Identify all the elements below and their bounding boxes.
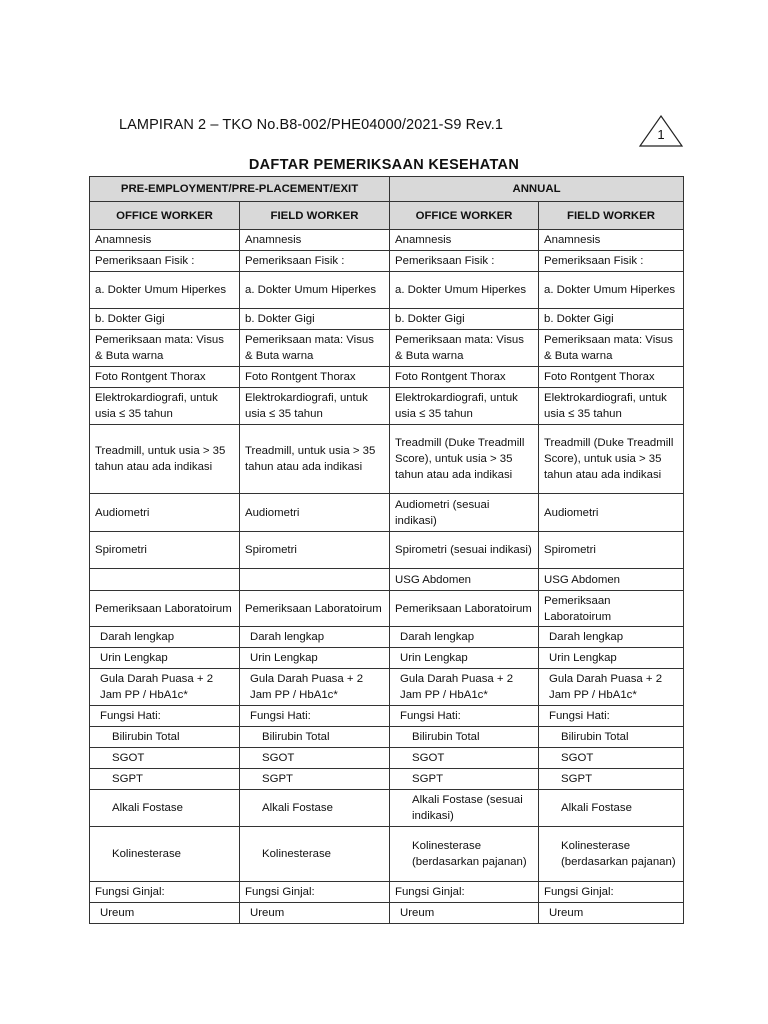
table-cell: Ureum bbox=[90, 903, 240, 924]
table-cell: Gula Darah Puasa + 2 Jam PP / HbA1c* bbox=[539, 669, 684, 706]
table-cell: Anamnesis bbox=[390, 230, 539, 251]
table-cell: Urin Lengkap bbox=[390, 648, 539, 669]
table-cell: Spirometri (sesuai indikasi) bbox=[390, 532, 539, 569]
table-row bbox=[90, 627, 684, 648]
table-cell: Darah lengkap bbox=[90, 627, 240, 648]
table-cell: Urin Lengkap bbox=[90, 648, 240, 669]
table-row bbox=[90, 309, 684, 330]
table-cell: SGPT bbox=[240, 769, 390, 790]
table-cell: Elektrokardiografi, untuk usia ≤ 35 tahun bbox=[90, 388, 240, 425]
table-row bbox=[90, 425, 684, 494]
table-cell: Alkali Fostase bbox=[90, 790, 240, 827]
column-header-office-worker: OFFICE WORKER bbox=[390, 202, 539, 230]
table-cell: SGPT bbox=[539, 769, 684, 790]
table-cell: SGOT bbox=[90, 748, 240, 769]
table-cell: Elektrokardiografi, untuk usia ≤ 35 tahun bbox=[390, 388, 539, 425]
table-cell: Pemeriksaan Fisik : bbox=[240, 251, 390, 272]
table-row bbox=[90, 648, 684, 669]
table-cell: Treadmill, untuk usia > 35 tahun atau ada indikasi bbox=[240, 425, 390, 494]
table-cell: Fungsi Hati: bbox=[90, 706, 240, 727]
table-row bbox=[90, 669, 684, 706]
table-row bbox=[90, 494, 684, 532]
table-cell: Fungsi Ginjal: bbox=[90, 882, 240, 903]
table-cell: Fungsi Hati: bbox=[390, 706, 539, 727]
table-cell: a. Dokter Umum Hiperkes bbox=[90, 272, 240, 309]
table-cell: a. Dokter Umum Hiperkes bbox=[240, 272, 390, 309]
table-cell: Pemeriksaan Fisik : bbox=[539, 251, 684, 272]
table-row bbox=[90, 532, 684, 569]
column-header-field-worker: FIELD WORKER bbox=[240, 202, 390, 230]
table-cell: Pemeriksaan mata: Visus & Buta warna bbox=[240, 330, 390, 367]
table-cell: Treadmill (Duke Treadmill Score), untuk usia > 35 tahun atau ada indikasi bbox=[539, 425, 684, 494]
table-cell: Bilirubin Total bbox=[90, 727, 240, 748]
table-cell: Alkali Fostase bbox=[240, 790, 390, 827]
table-cell: Elektrokardiografi, untuk usia ≤ 35 tahun bbox=[240, 388, 390, 425]
document-title: DAFTAR PEMERIKSAAN KESEHATAN bbox=[248, 157, 520, 173]
table-cell: Treadmill (Duke Treadmill Score), untuk usia > 35 tahun atau ada indikasi bbox=[390, 425, 539, 494]
table-cell: Ureum bbox=[390, 903, 539, 924]
table-cell: Kolinesterase (berdasarkan pajanan) bbox=[539, 827, 684, 882]
table-cell: Kolinesterase bbox=[240, 827, 390, 882]
table-cell: Treadmill, untuk usia > 35 tahun atau ada indikasi bbox=[90, 425, 240, 494]
table-row bbox=[90, 882, 684, 903]
table-cell: USG Abdomen bbox=[390, 569, 539, 591]
table-cell: Pemeriksaan Laboratoirum bbox=[539, 591, 684, 627]
table-row bbox=[90, 827, 684, 882]
table-cell: Pemeriksaan Fisik : bbox=[390, 251, 539, 272]
group-header-row bbox=[90, 177, 684, 202]
table-cell: Gula Darah Puasa + 2 Jam PP / HbA1c* bbox=[90, 669, 240, 706]
table-cell: b. Dokter Gigi bbox=[390, 309, 539, 330]
group-header-pre-employment: PRE-EMPLOYMENT/PRE-PLACEMENT/EXIT bbox=[90, 177, 390, 202]
table-cell: Bilirubin Total bbox=[390, 727, 539, 748]
table-cell: SGOT bbox=[539, 748, 684, 769]
table-cell: a. Dokter Umum Hiperkes bbox=[390, 272, 539, 309]
table-cell: a. Dokter Umum Hiperkes bbox=[539, 272, 684, 309]
revision-number: 1 bbox=[657, 127, 665, 142]
table-cell bbox=[240, 569, 390, 591]
table-cell: Alkali Fostase (sesuai indikasi) bbox=[390, 790, 539, 827]
table-row bbox=[90, 706, 684, 727]
table-cell: Audiometri bbox=[539, 494, 684, 532]
table-row bbox=[90, 251, 684, 272]
table-cell: b. Dokter Gigi bbox=[539, 309, 684, 330]
table-cell: Ureum bbox=[539, 903, 684, 924]
table-cell: Urin Lengkap bbox=[240, 648, 390, 669]
table-cell: Pemeriksaan Laboratoirum bbox=[90, 591, 240, 627]
table-cell: Gula Darah Puasa + 2 Jam PP / HbA1c* bbox=[240, 669, 390, 706]
table-cell: Fungsi Ginjal: bbox=[240, 882, 390, 903]
table-cell: Darah lengkap bbox=[390, 627, 539, 648]
table-cell: Pemeriksaan mata: Visus & Buta warna bbox=[539, 330, 684, 367]
table-cell: SGOT bbox=[240, 748, 390, 769]
column-header-field-worker: FIELD WORKER bbox=[539, 202, 684, 230]
table-row bbox=[90, 727, 684, 748]
table-cell: Foto Rontgent Thorax bbox=[390, 367, 539, 388]
table-row bbox=[90, 790, 684, 827]
table-row bbox=[90, 388, 684, 425]
table-row bbox=[90, 230, 684, 251]
table-cell: Fungsi Hati: bbox=[240, 706, 390, 727]
table-cell: Gula Darah Puasa + 2 Jam PP / HbA1c* bbox=[390, 669, 539, 706]
health-check-table bbox=[89, 176, 684, 924]
table-cell: Pemeriksaan mata: Visus & Buta warna bbox=[90, 330, 240, 367]
table-cell: SGOT bbox=[390, 748, 539, 769]
column-header-row bbox=[90, 202, 684, 230]
revision-triangle-icon bbox=[638, 114, 684, 148]
table-cell: USG Abdomen bbox=[539, 569, 684, 591]
table-cell: Audiometri bbox=[90, 494, 240, 532]
table-row bbox=[90, 330, 684, 367]
table-cell: Spirometri bbox=[539, 532, 684, 569]
table-cell: Pemeriksaan mata: Visus & Buta warna bbox=[390, 330, 539, 367]
table-row bbox=[90, 367, 684, 388]
table-cell: Alkali Fostase bbox=[539, 790, 684, 827]
table-cell: Elektrokardiografi, untuk usia ≤ 35 tahun bbox=[539, 388, 684, 425]
table-cell: Pemeriksaan Laboratoirum bbox=[390, 591, 539, 627]
table-cell: Foto Rontgent Thorax bbox=[240, 367, 390, 388]
table-row bbox=[90, 272, 684, 309]
table-cell: Fungsi Hati: bbox=[539, 706, 684, 727]
table-cell: Anamnesis bbox=[90, 230, 240, 251]
column-header-office-worker: OFFICE WORKER bbox=[90, 202, 240, 230]
table-cell: Kolinesterase bbox=[90, 827, 240, 882]
table-cell: Anamnesis bbox=[240, 230, 390, 251]
table-row bbox=[90, 591, 684, 627]
table-cell: SGPT bbox=[390, 769, 539, 790]
table-cell: Fungsi Ginjal: bbox=[539, 882, 684, 903]
table-cell: Kolinesterase (berdasarkan pajanan) bbox=[390, 827, 539, 882]
table-cell: Audiometri (sesuai indikasi) bbox=[390, 494, 539, 532]
table-cell: Foto Rontgent Thorax bbox=[90, 367, 240, 388]
table-cell bbox=[90, 569, 240, 591]
table-row bbox=[90, 903, 684, 924]
table-cell: Pemeriksaan Laboratoirum bbox=[240, 591, 390, 627]
table-cell: b. Dokter Gigi bbox=[240, 309, 390, 330]
table-cell: Foto Rontgent Thorax bbox=[539, 367, 684, 388]
table-row bbox=[90, 748, 684, 769]
table-cell: Pemeriksaan Fisik : bbox=[90, 251, 240, 272]
table-cell: Audiometri bbox=[240, 494, 390, 532]
table-cell: Ureum bbox=[240, 903, 390, 924]
table-cell: Fungsi Ginjal: bbox=[390, 882, 539, 903]
group-header-annual: ANNUAL bbox=[390, 177, 684, 202]
table-row bbox=[90, 569, 684, 591]
table-cell: Darah lengkap bbox=[539, 627, 684, 648]
table-cell: Spirometri bbox=[240, 532, 390, 569]
table-cell: Bilirubin Total bbox=[539, 727, 684, 748]
document-reference: LAMPIRAN 2 – TKO No.B8-002/PHE04000/2021-S9 Rev.1 bbox=[119, 117, 503, 133]
table-cell: b. Dokter Gigi bbox=[90, 309, 240, 330]
table-row bbox=[90, 769, 684, 790]
table-cell: Urin Lengkap bbox=[539, 648, 684, 669]
table-cell: Darah lengkap bbox=[240, 627, 390, 648]
table-cell: Anamnesis bbox=[539, 230, 684, 251]
table-cell: SGPT bbox=[90, 769, 240, 790]
table-cell: Spirometri bbox=[90, 532, 240, 569]
table-cell: Bilirubin Total bbox=[240, 727, 390, 748]
